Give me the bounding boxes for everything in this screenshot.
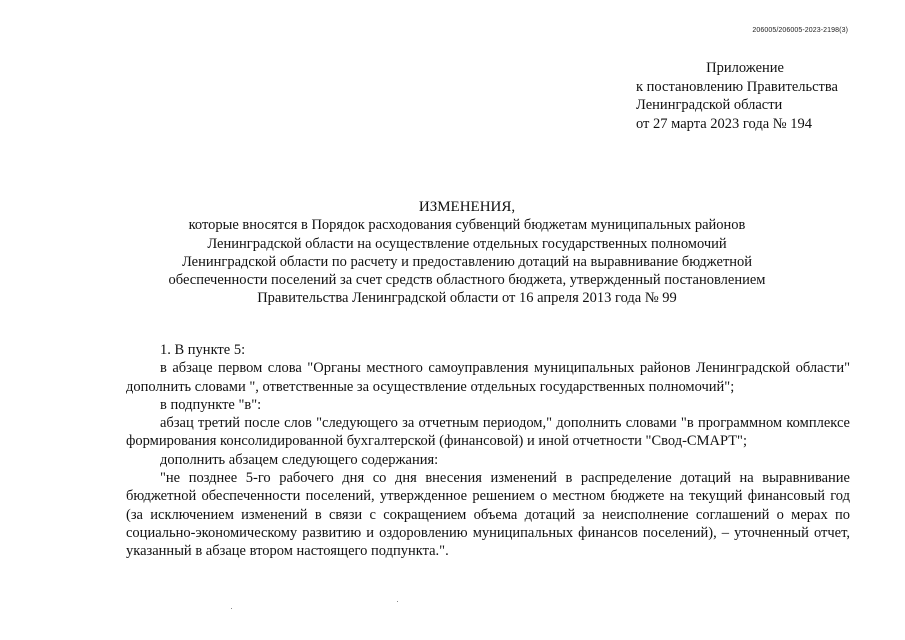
appendix-line: Ленинградской области <box>636 97 783 113</box>
paragraph-item-1: 1. В пункте 5: <box>160 342 246 358</box>
heading-title: ИЗМЕНЕНИЯ, <box>418 199 516 215</box>
heading-line: обеспеченности поселений за счет средств областного бюджета, утвержденный постановлением <box>168 272 766 289</box>
scan-speck <box>231 608 232 609</box>
heading-line: Ленинградской области по расчету и предоставлению дотаций на выравнивание бюджетной <box>181 253 753 270</box>
appendix-block <box>636 59 838 133</box>
paragraph: абзац третий после слов "следующего за отчетным периодом," дополнить словами "в программном комплексе формирования консолидированной бухгалтерской (финансовой) и иной отчетности "Свод-СМАРТ"; <box>126 415 850 450</box>
document-heading <box>120 198 814 308</box>
heading-line: которые вносятся в Порядок расходования субвенций бюджетам муниципальных районов <box>188 217 746 234</box>
appendix-title: Приложение <box>706 60 784 76</box>
paragraph: дополнить абзацем следующего содержания: <box>160 451 439 468</box>
appendix-line: к постановлению Правительства <box>636 78 838 95</box>
scan-speck <box>397 601 398 602</box>
paragraph: в абзаце первом слова "Органы местного самоуправления муниципальных районов Ленинградской области" дополнить словами ", ответственные за осуществление отдельных государственных полномочий"; <box>126 360 850 395</box>
appendix-date: от 27 марта 2023 года № 194 <box>636 115 812 132</box>
paragraph-quote: "не позднее 5-го рабочего дня со дня внесения изменений в распределение дотаций на выравнивание бюджетной обеспеченности поселений, утвержденное решением о местном бюджете на текущий финансовый год (за исключением изменений в связи с сокращением объема дотаций за неисполнение соглашений о мерах по социально-экономическому развитию и оздоровлению муниципальных финансов поселений), – уточненный отчет, указанный в абзаце втором настоящего подпункта.". <box>126 470 850 560</box>
heading-line: Правительства Ленинградской области от 16 апреля 2013 года № 99 <box>257 290 677 307</box>
heading-line: Ленинградской области на осуществление отдельных государственных полномочий <box>207 235 727 252</box>
document-id: 206005/206005-2023-2198(3) <box>752 27 848 34</box>
document-body <box>126 341 850 561</box>
paragraph: в подпункте "в": <box>160 396 262 413</box>
